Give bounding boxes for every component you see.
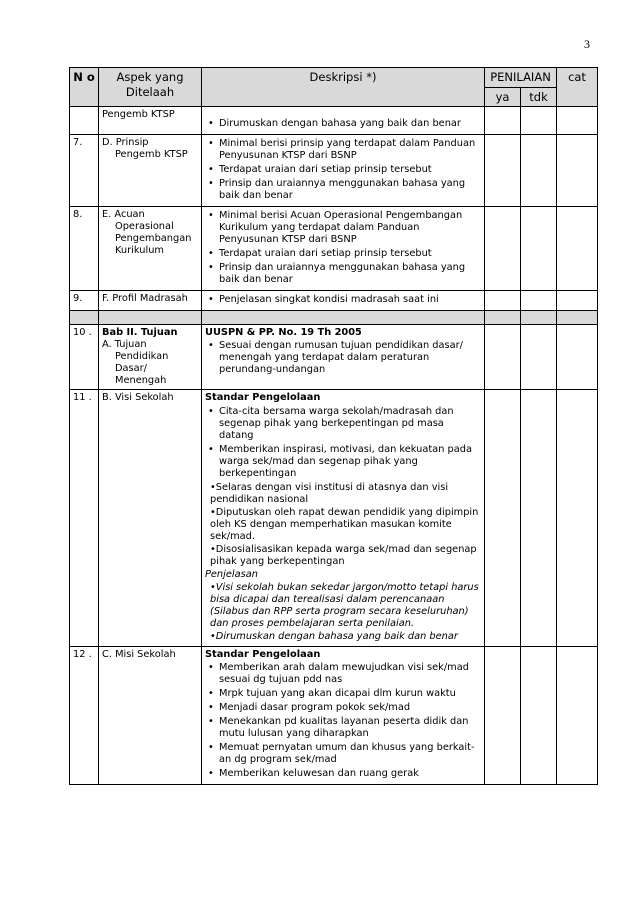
header-row <box>70 68 598 88</box>
table-row <box>70 325 598 390</box>
list-item: • Memberikan keluwesan dan ruang gerak <box>205 768 481 780</box>
row-aspect <box>99 135 202 207</box>
header-ya: ya <box>485 88 521 107</box>
aspect-line: Operasional Pengembangan Kurikulum <box>115 221 192 256</box>
description-heading: Standar Pengelolaan <box>205 392 321 403</box>
cell-tdk <box>521 647 557 785</box>
header-penilaian: PENILAIAN <box>485 68 557 88</box>
cell-ya <box>485 325 521 390</box>
cell-tdk <box>521 291 557 311</box>
row-description <box>202 647 485 785</box>
row-description <box>202 291 485 311</box>
row-description <box>202 325 485 390</box>
row-description <box>202 390 485 647</box>
cell-tdk <box>521 325 557 390</box>
cell-cat <box>557 135 598 207</box>
aspect-chapter: Bab II. Tujuan <box>102 327 178 338</box>
list-item: • Menekankan pd kualitas layanan peserta didik dan mutu lulusan yang diharapkan <box>205 716 481 740</box>
cell-ya <box>485 207 521 291</box>
list-item: • Cita-cita bersama warga sekolah/madrasah dan segenap pihak yang berkepentingan pd masa datang <box>205 406 481 442</box>
row-aspect: Pengemb KTSP <box>99 107 202 135</box>
list-item: •Dirumuskan dengan bahasa yang baik dan benar <box>210 631 458 642</box>
row-no <box>70 107 99 135</box>
cell-cat <box>557 207 598 291</box>
list-item: • Terdapat uraian dari setiap prinsip tersebut <box>205 164 481 176</box>
row-no: 9. <box>70 291 99 311</box>
row-aspect: B. Visi Sekolah <box>99 390 202 647</box>
row-aspect <box>99 207 202 291</box>
row-no: 12 . <box>70 647 99 785</box>
description-heading: UUSPN & PP. No. 19 Th 2005 <box>205 327 362 338</box>
list-item: •Disosialisasikan kepada warga sek/mad dan segenap pihak yang berkepentingan <box>210 544 477 567</box>
cell-cat <box>557 647 598 785</box>
separator-cell <box>521 311 557 325</box>
list-item: •Selaras dengan visi institusi di atasnya dan visi pendidikan nasional <box>210 482 449 505</box>
table-row <box>70 207 598 291</box>
cell-ya <box>485 647 521 785</box>
cell-ya <box>485 135 521 207</box>
row-aspect: F. Profil Madrasah <box>99 291 202 311</box>
list-item-text: Dirumuskan dengan bahasa yang baik dan benar <box>215 631 458 642</box>
cell-ya <box>485 291 521 311</box>
row-description <box>202 135 485 207</box>
list-item: • Terdapat uraian dari setiap prinsip tersebut <box>205 248 481 260</box>
list-item: • Minimal berisi Acuan Operasional Pengembangan Kurikulum yang terdapat dalam Panduan Penyusunan KTSP dari BSNP <box>205 210 481 246</box>
cell-cat <box>557 390 598 647</box>
cell-cat <box>557 325 598 390</box>
row-no: 7. <box>70 135 99 207</box>
row-description <box>202 107 485 135</box>
cell-tdk <box>521 207 557 291</box>
list-item: • Prinsip dan uraiannya menggunakan bahasa yang baik dan benar <box>205 178 481 202</box>
row-no: 10 . <box>70 325 99 390</box>
table-row <box>70 107 598 135</box>
list-item: •Visi sekolah bukan sekedar jargon/motto tetapi harus bisa dicapai dan terealisasi dalam perencanaan (Silabus dan RPP serta program secara keseluruhan) dan proses pembelajaran serta penilaian. <box>210 582 479 629</box>
list-item: • Minimal berisi prinsip yang terdapat dalam Panduan Penyusunan KTSP dari BSNP <box>205 138 481 162</box>
row-aspect: C. Misi Sekolah <box>99 647 202 785</box>
table-row <box>70 135 598 207</box>
cell-tdk <box>521 107 557 135</box>
row-no: 8. <box>70 207 99 291</box>
separator-cell <box>557 311 598 325</box>
separator-cell <box>70 311 99 325</box>
header-no: N o <box>70 68 99 107</box>
cell-ya <box>485 390 521 647</box>
header-aspek: Aspek yang Ditelaah <box>99 68 202 107</box>
list-item: • Dirumuskan dengan bahasa yang baik dan benar <box>205 118 481 130</box>
table-row <box>70 291 598 311</box>
aspect-line: D. Prinsip <box>102 137 149 148</box>
separator-cell <box>202 311 485 325</box>
table-row <box>70 647 598 785</box>
separator-cell <box>485 311 521 325</box>
aspect-line: E. Acuan <box>102 209 145 220</box>
cell-tdk <box>521 390 557 647</box>
table-row <box>70 390 598 647</box>
aspect-line: Pendidikan Dasar/ Menengah <box>115 351 169 386</box>
list-item: • Memberikan arah dalam mewujudkan visi sek/mad sesuai dg tujuan pdd nas <box>205 662 481 686</box>
cell-ya <box>485 107 521 135</box>
list-item-text: Diputuskan oleh rapat dewan pendidik yang dipimpin oleh KS dengan memperhatikan masukan komite sek/mad. <box>210 507 479 542</box>
list-item: • Memuat pernyatan umum dan khusus yang berkait-an dg program sek/mad <box>205 742 481 766</box>
cell-tdk <box>521 135 557 207</box>
evaluation-table <box>69 67 598 785</box>
list-item: • Sesuai dengan rumusan tujuan pendidikan dasar/ menengah yang terdapat dalam peraturan perundang-undangan <box>205 340 481 376</box>
list-item: • Penjelasan singkat kondisi madrasah saat ini <box>205 294 481 306</box>
list-item: • Prinsip dan uraiannya menggunakan bahasa yang baik dan benar <box>205 262 481 286</box>
row-aspect <box>99 325 202 390</box>
row-description <box>202 207 485 291</box>
cell-cat <box>557 107 598 135</box>
header-deskripsi: Deskripsi *) <box>202 68 485 107</box>
list-item: • Menjadi dasar program pokok sek/mad <box>205 702 481 714</box>
header-cat: cat <box>557 68 598 107</box>
page-number: 3 <box>584 37 590 51</box>
list-item-text: Selaras dengan visi institusi di atasnya dan visi pendidikan nasional <box>210 482 449 505</box>
separator-cell <box>99 311 202 325</box>
description-heading: Standar Pengelolaan <box>205 649 321 660</box>
list-item: •Diputuskan oleh rapat dewan pendidik yang dipimpin oleh KS dengan memperhatikan masukan komite sek/mad. <box>210 507 479 542</box>
list-item-text: Disosialisasikan kepada warga sek/mad dan segenap pihak yang berkepentingan <box>210 544 477 567</box>
list-item-text: Visi sekolah bukan sekedar jargon/motto tetapi harus bisa dicapai dan terealisasi dalam perencanaan (Silabus dan RPP serta program secara keseluruhan) dan proses pembelajaran serta penilaian. <box>210 582 479 629</box>
row-no: 11 . <box>70 390 99 647</box>
explanation-label: Penjelasan <box>205 569 258 580</box>
cell-cat <box>557 291 598 311</box>
separator-row <box>70 311 598 325</box>
aspect-line: Pengemb KTSP <box>115 149 188 160</box>
list-item: • Memberikan inspirasi, motivasi, dan kekuatan pada warga sek/mad dan segenap pihak yang berkepentingan <box>205 444 481 480</box>
list-item: • Mrpk tujuan yang akan dicapai dlm kurun waktu <box>205 688 481 700</box>
header-tdk: tdk <box>521 88 557 107</box>
aspect-line: A. Tujuan <box>102 339 147 350</box>
